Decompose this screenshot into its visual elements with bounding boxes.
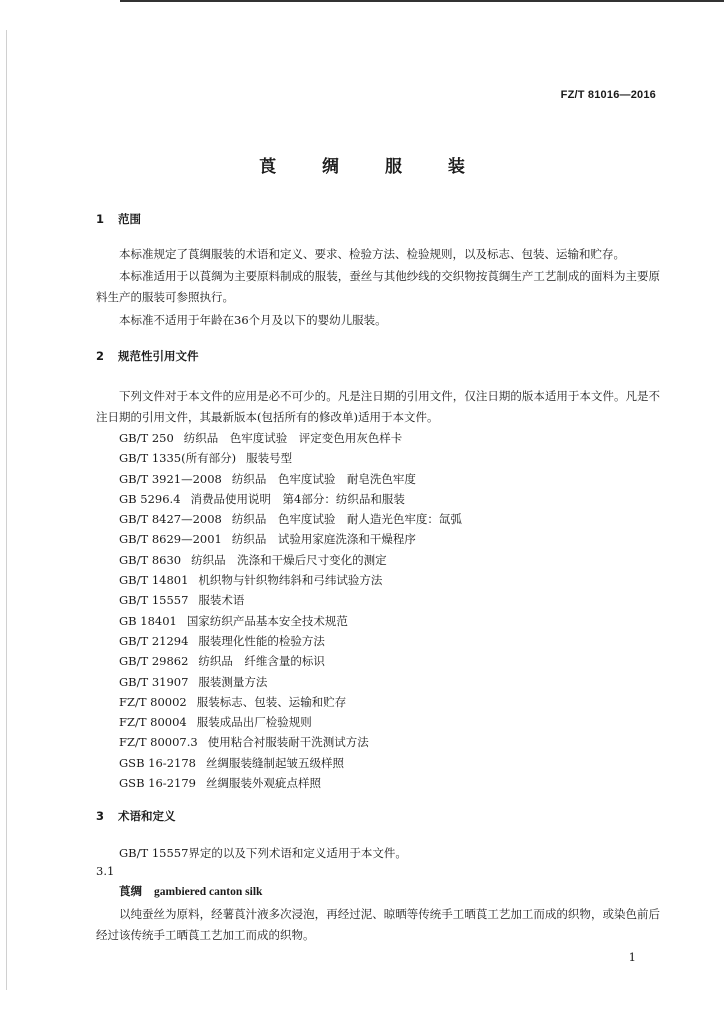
reference-code: GB/T 1335(所有部分) [119, 451, 237, 466]
document-title: 莨 绸 服 装 [259, 157, 485, 177]
terms-intro: GB/T 15557界定的以及下列术语和定义适用于本文件。 [119, 846, 407, 860]
list-item [119, 590, 462, 610]
reference-title: 纺织品 色牢度试验 评定变色用灰色样卡 [183, 431, 403, 445]
reference-title: 机织物与针织物纬斜和弓纬试验方法 [198, 573, 383, 588]
reference-title: 服装成品出厂检验规则 [196, 715, 312, 730]
standard-code: FZ/T 81016—2016 [560, 89, 656, 101]
reference-title: 服装测量方法 [198, 674, 268, 689]
section-number: 2 [96, 349, 105, 363]
reference-code: GB/T 31907 [119, 674, 189, 689]
reference-title: 丝绸服装外观疵点样照 [205, 776, 321, 791]
reference-code: GB/T 14801 [119, 573, 189, 588]
scan-edge-line [120, 0, 724, 2]
list-item [119, 773, 462, 793]
list-item [119, 550, 462, 570]
reference-list [119, 428, 462, 793]
list-item [119, 469, 462, 489]
section-heading-scope [96, 211, 141, 227]
term-chinese: 莨绸 [119, 884, 142, 898]
scope-paragraph-3: 本标准不适用于年龄在36个月及以下的婴幼儿服装。 [119, 313, 387, 327]
list-item [119, 489, 462, 509]
reference-code: FZ/T 80002 [119, 694, 187, 709]
list-item [119, 712, 462, 732]
reference-title: 服装术语 [198, 593, 245, 608]
reference-title: 纺织品 色牢度试验 耐人造光色牢度：氙弧 [231, 512, 462, 527]
list-item [119, 529, 462, 549]
term-definition: 以纯蚕丝为原料，经薯莨汁液多次浸泡，再经过泥、晾晒等传统手工晒莨工艺加工而成的织物，或染色前后经过该传统手工晒莨工艺加工而成的织物。 [96, 907, 660, 942]
scope-paragraph-2: 本标准适用于以莨绸为主要原料制成的服装，蚕丝与其他纱线的交织物按莨绸生产工艺制成的面料为主要原料生产的服装可参照执行。 [96, 269, 660, 304]
reference-code: GB/T 21294 [119, 633, 189, 648]
page-number: 1 [628, 950, 636, 964]
normative-intro: 下列文件对于本文件的应用是必不可少的。凡是注日期的引用文件，仅注日期的版本适用于本文件。凡是不注日期的引用文件，其最新版本(包括所有的修改单)适用于本文件。 [96, 389, 660, 424]
list-item [119, 611, 462, 631]
section-title: 术语和定义 [118, 809, 176, 823]
reference-title: 纺织品 纤维含量的标识 [198, 654, 325, 669]
term-english: gambiered canton silk [154, 886, 263, 898]
section-number: 3 [96, 809, 105, 823]
reference-title: 消费品使用说明 第4部分：纺织品和服装 [190, 491, 405, 506]
reference-code: GB/T 3921—2008 [119, 471, 222, 486]
list-item [119, 692, 462, 712]
list-item [119, 753, 462, 773]
list-item [119, 570, 462, 590]
reference-title: 纺织品 色牢度试验 耐皂洗色牢度 [231, 471, 416, 486]
list-item [119, 428, 462, 448]
reference-code: GB/T 250 [119, 431, 174, 445]
reference-code: FZ/T 80004 [119, 715, 187, 730]
list-item [119, 631, 462, 651]
scope-paragraph-1: 本标准规定了莨绸服装的术语和定义、要求、检验方法、检验规则，以及标志、包装、运输和贮存。 [119, 247, 625, 261]
reference-title: 服装号型 [246, 451, 293, 466]
reference-title: 服装标志、包装、运输和贮存 [196, 694, 347, 709]
reference-title: 丝绸服装缝制起皱五级样照 [205, 755, 344, 770]
section-heading-normative [96, 348, 199, 364]
reference-code: GSB 16-2179 [119, 776, 196, 791]
section-heading-terms [96, 808, 176, 824]
reference-code: GB 5296.4 [119, 491, 181, 506]
list-item [119, 672, 462, 692]
reference-title: 使用粘合衬服装耐干洗测试方法 [207, 735, 369, 750]
reference-title: 纺织品 试验用家庭洗涤和干燥程序 [231, 532, 416, 547]
list-item [119, 651, 462, 671]
list-item [119, 509, 462, 529]
term-entry [119, 883, 262, 899]
reference-code: GB/T 8629—2001 [119, 532, 222, 547]
reference-code: GB/T 15557 [119, 593, 189, 608]
reference-code: GB/T 8630 [119, 552, 182, 567]
reference-code: GB/T 29862 [119, 654, 189, 669]
section-number: 1 [96, 212, 105, 226]
list-item [119, 732, 462, 752]
reference-title: 国家纺织产品基本安全技术规范 [186, 613, 348, 628]
section-title: 范围 [118, 212, 141, 226]
list-item [119, 448, 462, 468]
reference-code: GB 18401 [119, 613, 177, 628]
reference-code: GSB 16-2178 [119, 755, 196, 770]
reference-title: 纺织品 洗涤和干燥后尺寸变化的测定 [191, 552, 387, 567]
reference-code: FZ/T 80007.3 [119, 735, 198, 750]
reference-code: GB/T 8427—2008 [119, 512, 222, 527]
clause-number: 3.1 [96, 864, 115, 878]
section-title: 规范性引用文件 [118, 349, 199, 363]
reference-title: 服装理化性能的检验方法 [198, 633, 325, 648]
